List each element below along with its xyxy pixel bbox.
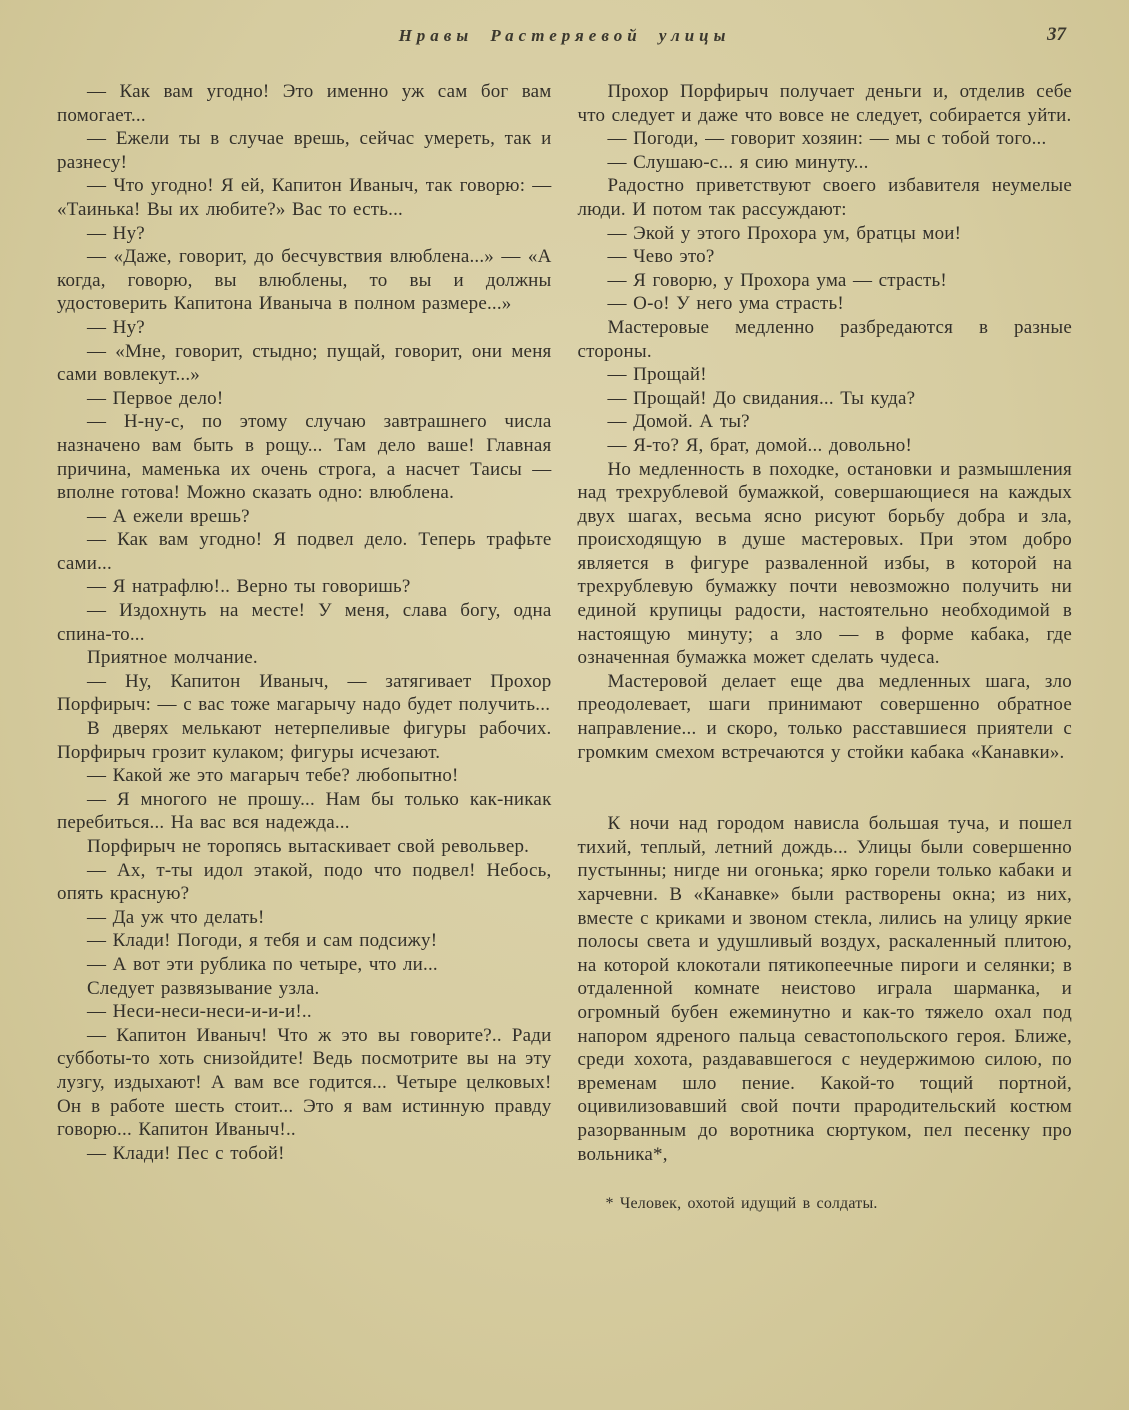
paragraph: — Неси-неси-неси-и-и-и!.. — [87, 1001, 312, 1023]
paragraph: К ночи над городом нависла большая туча, и пошел тихий, теплый, летний дождь... Улицы были совершенно пустынны; нигде ни огонька; ярко горели только кабаки и харчевни. В «Канавке» были растворены окна; из них, вместе с криками и звоном стекла, лились на улицу яркие полосы света и удушливый воздух, раскаленный плитою, на которой клокотали пятикопеечные пироги и селянки; в отдаленной комнате неистово играла шарманка, и огромный бубен ежеминутно и как-то тяжело охал под напором ядреного пальца севастопольского героя. Ближе, среди хохота, раздававшегося с неудержимою силою, по временам шло пение. Какой-то тощий портной, оцивилизовавший свой почти прародительский костюм разорванным до воротника сюртуком, пел песенку про вольника*, — [577, 813, 1072, 1165]
paragraph: — Ах, т-ты идол этакой, подо что подвел! Небось, опять красную? — [57, 859, 552, 905]
page-header — [57, 26, 1072, 58]
paragraph: Прохор Порфирыч получает деньги и, отделив себе что следует и даже что вовсе не следует, собирается уйти. — [577, 81, 1072, 126]
paragraph: — Ну? — [87, 316, 145, 338]
text-columns — [57, 80, 1072, 1214]
paragraph: — Я многого не прошу... Нам бы только как-никак перебиться... На вас вся надежда... — [57, 788, 552, 834]
paragraph: — Домой. А ты? — [607, 411, 750, 433]
paragraph: — Н-ну-с, по этому случаю завтрашнего числа назначено вам быть в рощу... Там дело ваше! Главная причина, маменька их очень строга, а насчет Таисы — вполне готова! Можно сказать одно: влюблена. — [57, 411, 552, 504]
text-column-left — [57, 80, 552, 1165]
paragraph: — Я говорю, у Прохора ума — страсть! — [607, 269, 947, 291]
paragraph: — «Мне, говорит, стыдно; пущай, говорит, они меня сами вовлекут...» — [57, 340, 552, 386]
paragraph: — Я-то? Я, брат, домой... довольно! — [607, 434, 913, 456]
paragraph: — Я натрафлю!.. Верно ты говоришь? — [87, 576, 411, 598]
paragraph: — Да уж что делать! — [87, 906, 265, 928]
paragraph: — «Даже, говорит, до бесчувствия влюблена...» — «А когда, говорю, вы влюблены, то вы и должны удостоверить Капитона Иваныча в полном размере...» — [57, 246, 552, 315]
paragraph: — Ежели ты в случае врешь, сейчас умереть, так и разнесу! — [57, 128, 552, 173]
paragraph: — Прощай! До свидания... Ты куда? — [607, 387, 916, 409]
paragraph: — Ну? — [87, 222, 145, 244]
paragraph: — Клади! Пес с тобой! — [87, 1142, 285, 1164]
paragraph: Приятное молчание. — [87, 647, 258, 669]
paragraph: — Капитон Иваныч! Что ж это вы говорите?.. Ради субботы-то хоть снизойдите! Ведь посмотрите вы на эту лузгу, издыхают! А вам все годится... Четыре целковых! Он в работе шесть стоит... Это я вам истинную правду говорю... Капитон Иваныч!.. — [57, 1024, 552, 1141]
paragraph: Мастеровой делает еще два медленных шага, зло преодолевает, шаги принимают совершенно обратное направление... и скоро, только расставшиеся приятели с громким смехом встречаются у стойки кабака «Канавки». — [577, 670, 1072, 763]
paragraph: — А вот эти рублика по четыре, что ли... — [87, 953, 438, 975]
footnote: * Человек, охотой идущий в солдаты. — [605, 1195, 878, 1213]
paragraph: Следует развязывание узла. — [87, 977, 320, 999]
paragraph: — Прощай! — [607, 364, 707, 386]
paragraph: — Первое дело! — [87, 387, 224, 409]
paragraph: — А ежели врешь? — [87, 505, 250, 527]
paragraph: — Ну, Капитон Иваныч, — затягивает Прохор Порфирыч: — с вас тоже магарычу надо будет получить... — [57, 670, 552, 716]
paragraph: — О-о! У него ума страсть! — [607, 293, 844, 315]
paragraph: Но медленность в походке, остановки и размышления над трехрублевой бумажкой, совершающиеся на каждых двух шагах, весьма ясно рисуют борьбу добра и зла, происходящую в душе мастеровых. При этом добро является в фигуре разваленной избы, в которой на трехрублевую бумажку почти невозможно получить ни единой крупицы радости, настоятельно необходимой в настоящую минуту; а зло — в форме кабака, где означенная бумажка может сделать чудеса. — [577, 458, 1072, 669]
paragraph: — Экой у этого Прохора ум, братцы мои! — [607, 222, 962, 244]
paragraph: Радостно приветствуют своего избавителя неумелые люди. И потом так рассуждают: — [577, 175, 1072, 220]
paragraph: — Слушаю-с... я сию минуту... — [607, 151, 869, 173]
text-column-right — [578, 80, 1073, 1214]
running-title: Нравы Растеряевой улицы — [398, 26, 731, 45]
paragraph: — Издохнуть на месте! У меня, слава богу, одна спина-то... — [57, 600, 552, 645]
paragraph: — Какой же это магарыч тебе? любопытно! — [87, 765, 459, 787]
paragraph: — Погоди, — говорит хозяин: — мы с тобой того... — [607, 128, 1047, 150]
paragraph: — Как вам угодно! Это именно уж сам бог вам помогает... — [57, 81, 552, 126]
paragraph: Порфирыч не торопясь вытаскивает свой револьвер. — [87, 836, 530, 857]
paragraph: — Что угодно! Я ей, Капитон Иваныч, так говорю: — «Таинька! Вы их любите?» Вас то есть... — [57, 175, 552, 220]
paragraph: — Клади! Погоди, я тебя и сам подсижу! — [87, 930, 438, 952]
paragraph: Мастеровые медленно разбредаются в разные стороны. — [577, 316, 1072, 362]
paragraph: В дверях мелькают нетерпеливые фигуры рабочих. Порфирыч грозит кулаком; фигуры исчезают. — [57, 718, 552, 763]
page-number: 37 — [1047, 24, 1066, 45]
paragraph: — Чево это? — [607, 246, 715, 268]
paragraph: — Как вам угодно! Я подвел дело. Теперь трафьте сами... — [57, 529, 552, 574]
